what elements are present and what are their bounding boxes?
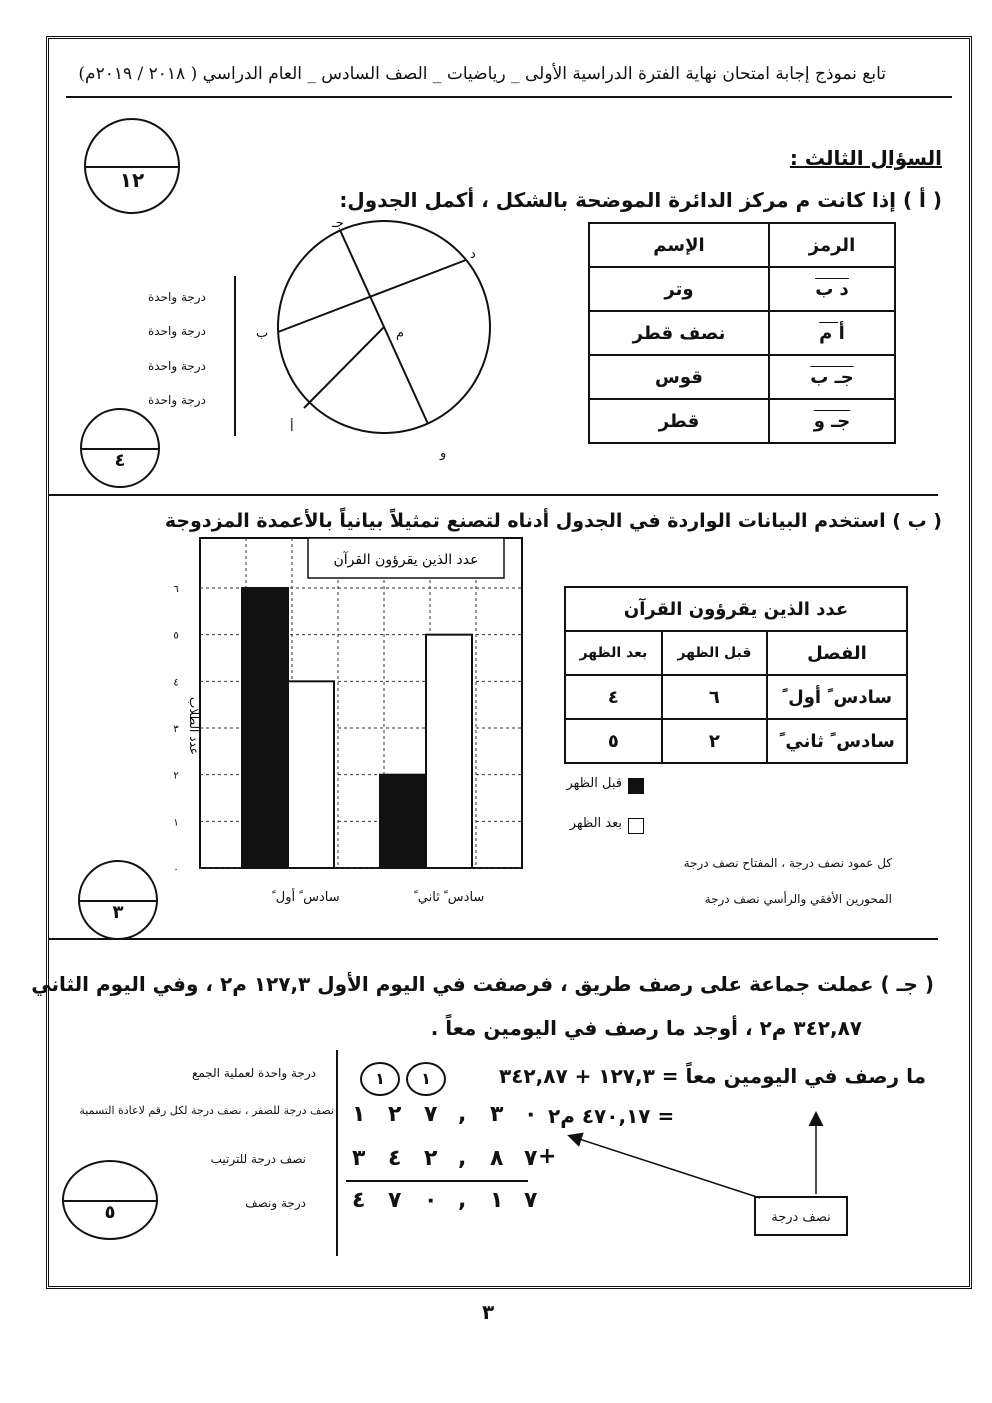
table-row — [589, 267, 895, 311]
y-tick-label: ٠ — [173, 864, 179, 875]
part-b-note-1: كل عمود نصف درجة ، المفتاح نصف درجة — [683, 856, 892, 870]
mark-a-4: درجة واحدة — [148, 393, 206, 407]
name-cell: نصف قطر — [589, 311, 769, 355]
name-cell: قوس — [589, 355, 769, 399]
legend-label-after: بعد الظهر — [569, 816, 622, 831]
part-c-line-2: ٣٤٢,٨٧ م٢ ، أوجد ما رصف في اليومين معاً . — [430, 1016, 862, 1040]
chord-db — [278, 260, 466, 332]
bar-before — [242, 588, 288, 868]
y-tick-label: ١ — [173, 817, 179, 829]
digit: ٧ — [524, 1188, 538, 1213]
part-b-grade-circle — [78, 860, 158, 940]
mark-a-3: درجة واحدة — [148, 359, 206, 373]
part-b-note-2: المحورين الأفقي والرأسي نصف درجة — [704, 892, 892, 906]
mark-c-2: نصف درجة للصفر ، نصف درجة لكل رقم لاعادة التسمية — [79, 1104, 334, 1117]
table-row — [589, 355, 895, 399]
plus-sign: + — [538, 1144, 557, 1169]
symbol-am: أ م — [819, 322, 845, 344]
part-c-grade-circle — [62, 1160, 158, 1240]
header-symbol: الرمز — [769, 223, 895, 267]
label-w: و — [440, 446, 447, 461]
arrow-to-unit — [570, 1136, 760, 1198]
digit: ٠ — [424, 1188, 438, 1213]
label-b: ب — [256, 326, 269, 341]
table-row — [565, 719, 907, 763]
part-c-equation: ما رصف في اليومين معاً = ١٢٧,٣ + ٣٤٢,٨٧ — [499, 1064, 926, 1088]
legend-swatch-before — [628, 778, 644, 794]
after-cell: ٥ — [565, 719, 662, 763]
carry-circle: ١ — [360, 1062, 400, 1096]
digit: ٣ — [352, 1146, 366, 1171]
part-a-table — [588, 222, 896, 444]
legend — [540, 774, 650, 840]
y-tick-label: ٤ — [173, 677, 179, 689]
total-grade: ١٢ — [119, 167, 145, 192]
section-divider-1 — [48, 494, 938, 496]
header-after: بعد الظهر — [565, 631, 662, 675]
part-c-line-1: ( جـ ) عملت جماعة على رصف طريق ، فرصفت في اليوم الأول ١٢٧,٣ م٢ ، وفي اليوم الثاني — [31, 972, 934, 996]
label-d: د — [470, 247, 476, 262]
name-cell: قطر — [589, 399, 769, 443]
total-grade-circle — [84, 118, 180, 214]
before-cell: ٢ — [662, 719, 767, 763]
digit: ٤ — [388, 1146, 402, 1171]
page-header: تابع نموذج إجابة امتحان نهاية الفترة الدراسية الأولى _ رياضيات _ الصف السادس _ العام الدراسي ( ٢٠١٨ / ٢٠١٩م) — [78, 64, 886, 84]
digit: ١ — [352, 1102, 366, 1127]
header-class: الفصل — [767, 631, 907, 675]
y-tick-label: ٣ — [173, 724, 179, 735]
y-tick-label: ٢ — [173, 770, 179, 782]
mark-a-1: درجة واحدة — [148, 290, 206, 304]
double-bar-chart — [150, 536, 530, 876]
part-b-grade: ٣ — [112, 901, 124, 923]
before-cell: ٦ — [662, 675, 767, 719]
digit: ٨ — [490, 1146, 504, 1171]
header-divider — [66, 96, 952, 98]
radius-am — [304, 327, 384, 408]
part-c-grade: ٥ — [104, 1201, 116, 1223]
label-a: أ — [290, 420, 294, 435]
question-title: السؤال الثالث : — [789, 146, 942, 170]
header-before: قبل الظهر — [662, 631, 767, 675]
table-row — [589, 311, 895, 355]
part-a-prompt: ( أ ) إذا كانت م مركز الدائرة الموضحة بالشكل ، أكمل الجدول: — [339, 188, 942, 212]
name-cell: وتر — [589, 267, 769, 311]
callout-box: نصف درجة — [754, 1196, 848, 1236]
section-divider-2 — [48, 938, 938, 940]
marks-divider-a — [234, 276, 236, 436]
mark-c-3: نصف درجة للترتيب — [210, 1152, 306, 1166]
digit: , — [458, 1102, 467, 1127]
digit: ٢ — [388, 1102, 402, 1127]
table-title: عدد الذين يقرؤون القرآن — [565, 587, 907, 631]
bar-after — [426, 635, 472, 868]
y-tick-label: ٥ — [173, 630, 179, 642]
header-name: الإسم — [589, 223, 769, 267]
part-b-prompt: ( ب ) استخدم البيانات الواردة في الجدول أدناه لتصنع تمثيلاً بيانياً بالأعمدة المزدوجة — [164, 510, 942, 532]
bar-after — [288, 681, 334, 868]
label-m: م — [396, 326, 405, 341]
part-b-table — [564, 586, 908, 764]
y-tick-label: ٦ — [173, 584, 179, 595]
digit: ٧ — [424, 1102, 438, 1127]
digit: ١ — [490, 1188, 504, 1213]
class-cell: سادس ً أول ً — [767, 675, 907, 719]
carry-circle: ١ — [406, 1062, 446, 1096]
mark-c-1: درجة واحدة لعملية الجمع — [191, 1066, 316, 1080]
symbol-jw: جـ و — [813, 410, 851, 432]
after-cell: ٤ — [565, 675, 662, 719]
y-axis-label: عدد الطلاب — [187, 697, 201, 755]
legend-label-before: قبل الظهر — [566, 776, 622, 791]
x-tick-label: سادس ً أول ً — [272, 890, 340, 905]
digit: ٧ — [388, 1188, 402, 1213]
class-cell: سادس ً ثاني ً — [767, 719, 907, 763]
digit: ٤ — [352, 1188, 366, 1213]
circle-figure — [260, 210, 530, 470]
x-tick-label: سادس ً ثاني ً — [414, 890, 485, 905]
symbol-db: د ب — [815, 278, 849, 300]
digit: , — [458, 1146, 467, 1171]
part-a-grade: ٤ — [114, 449, 126, 471]
marks-divider-c — [336, 1050, 338, 1256]
page-number: ٣ — [482, 1300, 495, 1324]
legend-swatch-after — [628, 818, 644, 834]
digit: ٠ — [524, 1102, 538, 1127]
part-c-result: = ٤٧٠,١٧ م٢ — [548, 1104, 675, 1128]
digit: , — [458, 1188, 467, 1213]
part-a-grade-circle — [80, 408, 160, 488]
digit: ٢ — [424, 1146, 438, 1171]
table-row — [589, 399, 895, 443]
sum-line — [346, 1180, 528, 1182]
callout-arrows — [540, 1110, 860, 1210]
digit: ٣ — [490, 1102, 504, 1127]
bar-before — [380, 775, 426, 868]
digit: ٧ — [524, 1146, 538, 1171]
chart-title: عدد الذين يقرؤون القرآن — [333, 552, 479, 568]
label-j: جـ — [332, 216, 344, 231]
symbol-arc-jb: جـ ب — [810, 366, 854, 388]
mark-c-4: درجة ونصف — [245, 1196, 306, 1210]
table-row — [565, 675, 907, 719]
mark-a-2: درجة واحدة — [148, 324, 206, 338]
